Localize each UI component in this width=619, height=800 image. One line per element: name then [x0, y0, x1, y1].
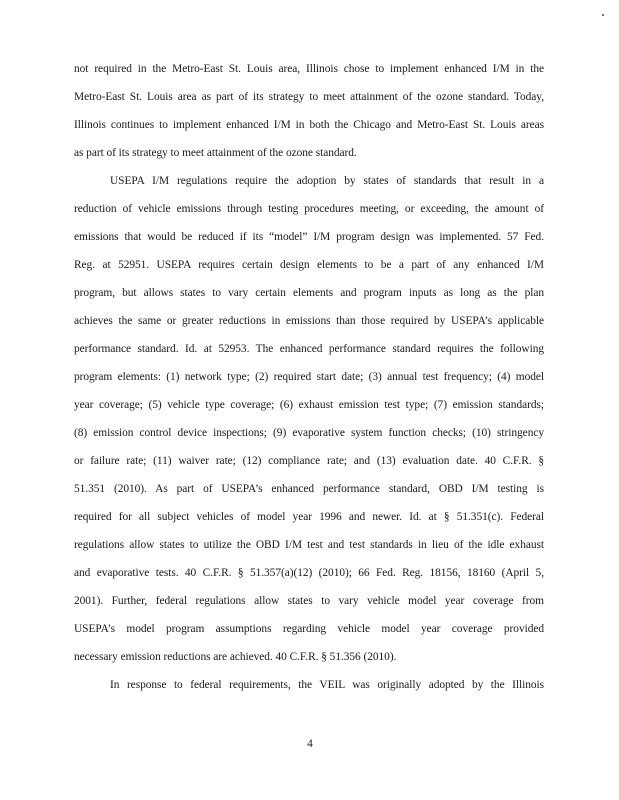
- body-text-line: 2001). Further, federal regulations allow states to vary vehicle model year coverage from: [74, 595, 544, 607]
- body-text-line: or failure rate; (11) waiver rate; (12) compliance rate; and (13) evaluation date. 40 C.F.R. §: [74, 455, 544, 467]
- body-text-line: achieves the same or greater reductions in emissions than those required by USEPA’s applicable: [74, 315, 544, 327]
- body-text-line: and evaporative tests. 40 C.F.R. § 51.357(a)(12) (2010); 66 Fed. Reg. 18156, 18160 (April 5,: [74, 567, 544, 579]
- body-text-line: (8) emission control device inspections; (9) evaporative system function checks; (10) stringency: [74, 427, 544, 439]
- body-text-line: regulations allow states to utilize the OBD I/M test and test standards in lieu of the idle exhaust: [74, 539, 544, 551]
- body-text-line: performance standard. Id. at 52953. The enhanced performance standard requires the following: [74, 343, 544, 355]
- body-text-line: not required in the Metro-East St. Louis area, Illinois chose to implement enhanced I/M in the: [74, 63, 544, 75]
- body-text-line: Metro-East St. Louis area as part of its strategy to meet attainment of the ozone standard. Today,: [74, 91, 544, 103]
- scan-speck: [602, 14, 604, 16]
- body-text-line: program, but allows states to vary certain elements and program inputs as long as the plan: [74, 287, 544, 299]
- body-text-line: as part of its strategy to meet attainment of the ozone standard.: [74, 147, 357, 159]
- body-text-line: USEPA I/M regulations require the adoption by states of standards that result in a: [110, 175, 544, 187]
- page-number: 4: [307, 738, 313, 750]
- body-text-line: reduction of vehicle emissions through testing procedures meeting, or exceeding, the amount of: [74, 203, 544, 215]
- body-text-line: USEPA’s model program assumptions regarding vehicle model year coverage provided: [74, 623, 544, 635]
- body-text-line: In response to federal requirements, the VEIL was originally adopted by the Illinois: [110, 679, 544, 691]
- body-text-line: 51.351 (2010). As part of USEPA’s enhanced performance standard, OBD I/M testing is: [74, 483, 544, 495]
- body-text-line: emissions that would be reduced if its “model” I/M program design was implemented. 57 Fed.: [74, 231, 544, 243]
- body-text-line: year coverage; (5) vehicle type coverage; (6) exhaust emission test type; (7) emission standards;: [74, 399, 544, 411]
- body-text-line: Illinois continues to implement enhanced I/M in both the Chicago and Metro-East St. Louis areas: [74, 119, 544, 131]
- body-text-line: necessary emission reductions are achieved. 40 C.F.R. § 51.356 (2010).: [74, 651, 397, 663]
- body-text-line: Reg. at 52951. USEPA requires certain design elements to be a part of any enhanced I/M: [74, 259, 544, 271]
- body-text-line: program elements: (1) network type; (2) required start date; (3) annual test frequency; (4) model: [74, 371, 544, 383]
- body-text-line: required for all subject vehicles of model year 1996 and newer. Id. at § 51.351(c). Federal: [74, 511, 544, 523]
